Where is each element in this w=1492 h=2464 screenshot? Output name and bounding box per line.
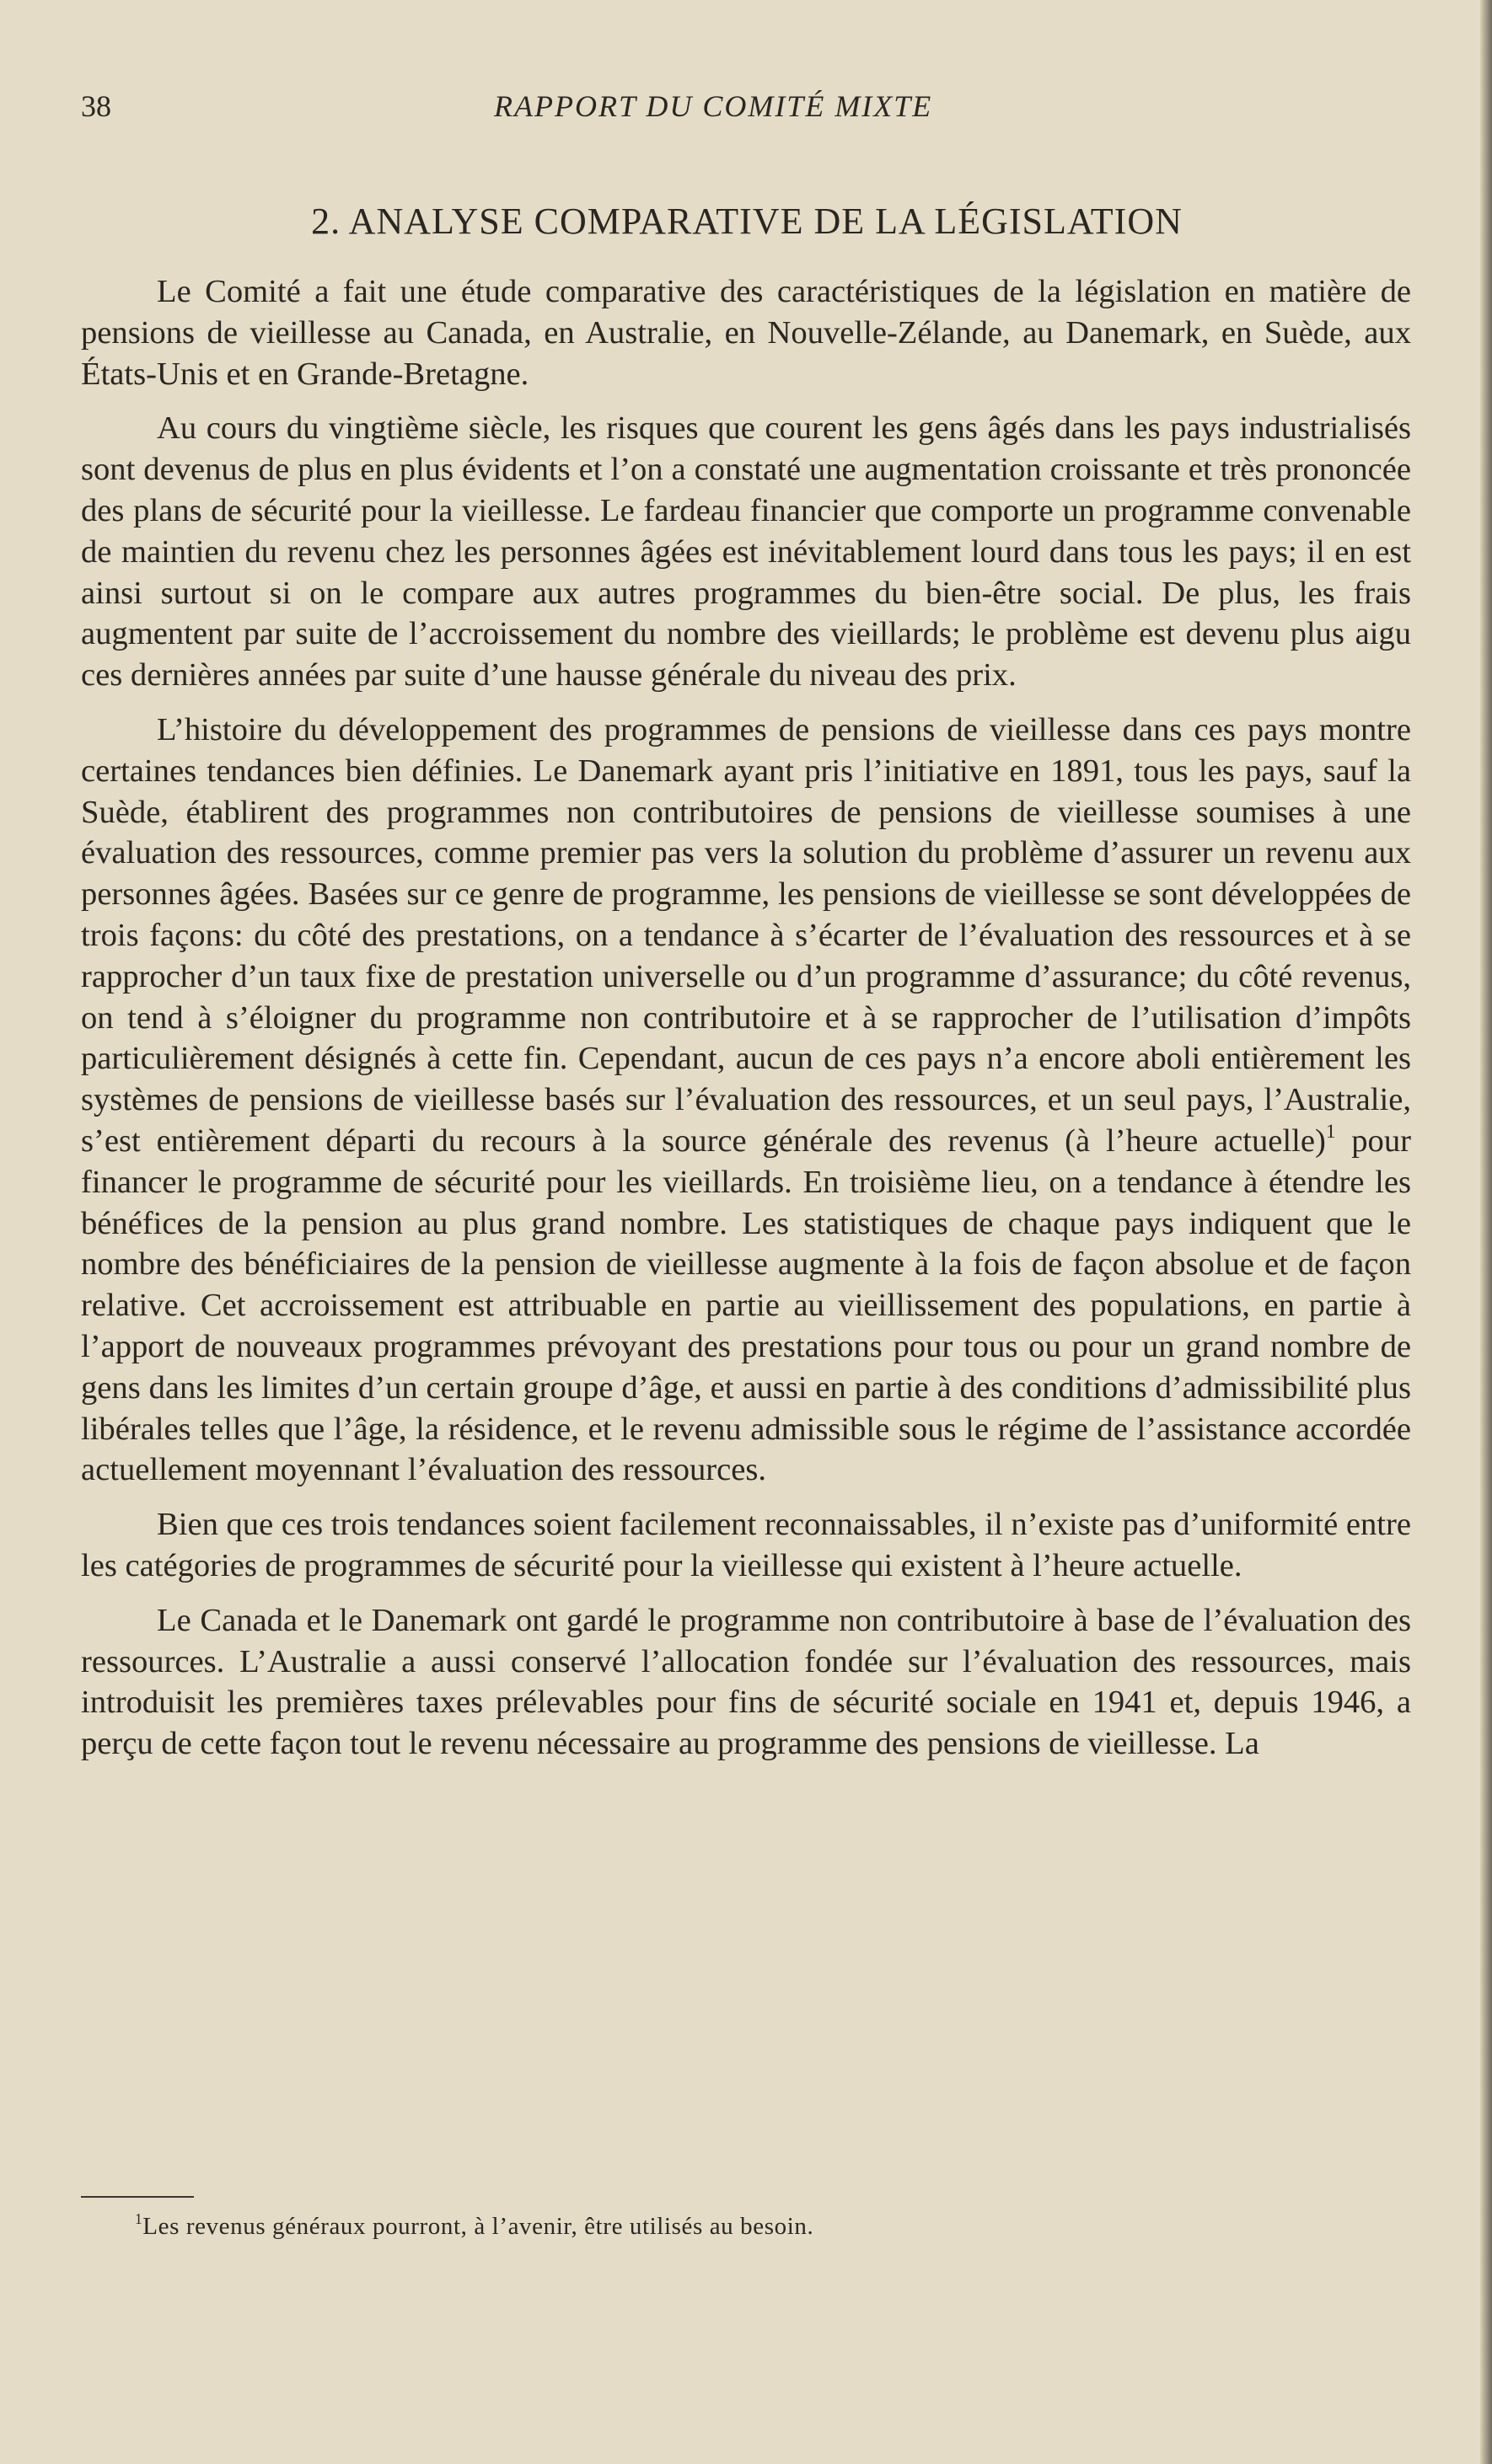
footnote-reference: 1: [1325, 1120, 1336, 1143]
paragraph-5: Le Canada et le Danemark ont gardé le programme non contributoire à base de l’évaluation des ressources. L’Australie a aussi conservé l’allocation fondée sur l’évaluation des ressources, mais introduisit les premières taxes prélevables pour fins de sécurité sociale en 1941 et, depuis 1946, a perçu de cette façon tout le revenu nécessaire au programme des pensions de vieillesse. La: [81, 1602, 1411, 1762]
running-title: RAPPORT DU COMITÉ MIXTE: [494, 89, 933, 123]
paragraph-3-text: L’histoire du développement des programmes de pensions de vieillesse dans ces pays montre certaines tendances bien définies. Le Danemark ayant pris l’initiative en 1891, tous les pays, sauf la Suède, établirent des programmes non contributoires de pensions de vieillesse soumises à une évaluation des ressources, comme premier pas vers la solution du problème d’assurer un revenu aux personnes âgées. Basées sur ce genre de programme, les pensions de vieillesse se sont développées de trois façons: du côté des prestations, on a tendance à s’écarter de l’évaluation des ressources et à se rapprocher d’un taux fixe de prestation universelle ou d’un programme d’assurance; du côté revenus, on tend à s’éloigner du programme non contributoire et à se rapprocher de l’utilisation d’impôts particulièrement désignés à cette fin. Cependant, aucun de ces pays n’a encore aboli entièrement les systèmes de pensions de vieillesse basés sur l’évaluation des ressources, et un seul pays, l’Australie, s’est entièrement départi du recours à la source générale des revenus (à l’heure actuelle): [81, 711, 1411, 1159]
paragraph-3: [81, 710, 1411, 1491]
paragraph-3-continuation: pour financer le programme de sécurité pour les vieillards. En troisième lieu, on a tendance à étendre les bénéfices de la pension au plus grand nombre. Les statistiques de chaque pays indiquent que le nombre des bénéficiaires de la pension de vieillesse augmente à la fois de façon absolue et de façon relative. Cet accroissement est attribuable en partie au vieillissement des populations, en partie à l’apport de nouveaux programmes prévoyant des prestations pour tous ou pour un grand nombre de gens dans les limites d’un certain groupe d’âge, et aussi en partie à des conditions d’admissibilité plus libérales telles que l’âge, la résidence, et le revenu admissible sous le régime de l’assistance accordée actuellement moyennant l’évaluation des ressources.: [81, 1122, 1411, 1488]
running-head: [81, 81, 1413, 131]
page-edge-shadow: [1480, 0, 1492, 2464]
page-number: 38: [81, 89, 111, 123]
body-text: [81, 271, 1411, 1778]
paragraph-4: Bien que ces trois tendances soient facilement reconnaissables, il n’existe pas d’uniformité entre les catégories de programmes de sécurité pour la vieillesse qui existent à l’heure actuelle.: [81, 1507, 1411, 1583]
section-title: 2. ANALYSE COMPARATIVE DE LA LÉGISLATION: [311, 201, 1183, 242]
footnote: [135, 2208, 1399, 2245]
paragraph-1: Le Comité a fait une étude comparative des caractéristiques de la législation en matière de pensions de vieillesse au Canada, en Australie, en Nouvelle-Zélande, au Danemark, en Suède, aux États-Unis et en Grande-Bretagne.: [81, 274, 1411, 392]
footnote-rule: [81, 2196, 194, 2198]
footnote-text: Les revenus généraux pourront, à l’avenir, être utilisés au besoin.: [142, 2213, 814, 2240]
footnote-marker: 1: [135, 2210, 143, 2227]
paragraph-2: Au cours du vingtième siècle, les risques que courent les gens âgés dans les pays industrialisés sont devenus de plus en plus évidents et l’on a constaté une augmentation croissante et très prononcée des plans de sécurité pour la vieillesse. Le fardeau financier que comporte un programme convenable de maintien du revenu chez les personnes âgées est inévitablement lourd dans tous les pays; il en est ainsi surtout si on le compare aux autres programmes du bien-être social. De plus, les frais augmentent par suite de l’accroissement du nombre des vieillards; le problème est devenu plus aigu ces dernières années par suite d’une hausse générale du niveau des prix.: [81, 410, 1411, 694]
